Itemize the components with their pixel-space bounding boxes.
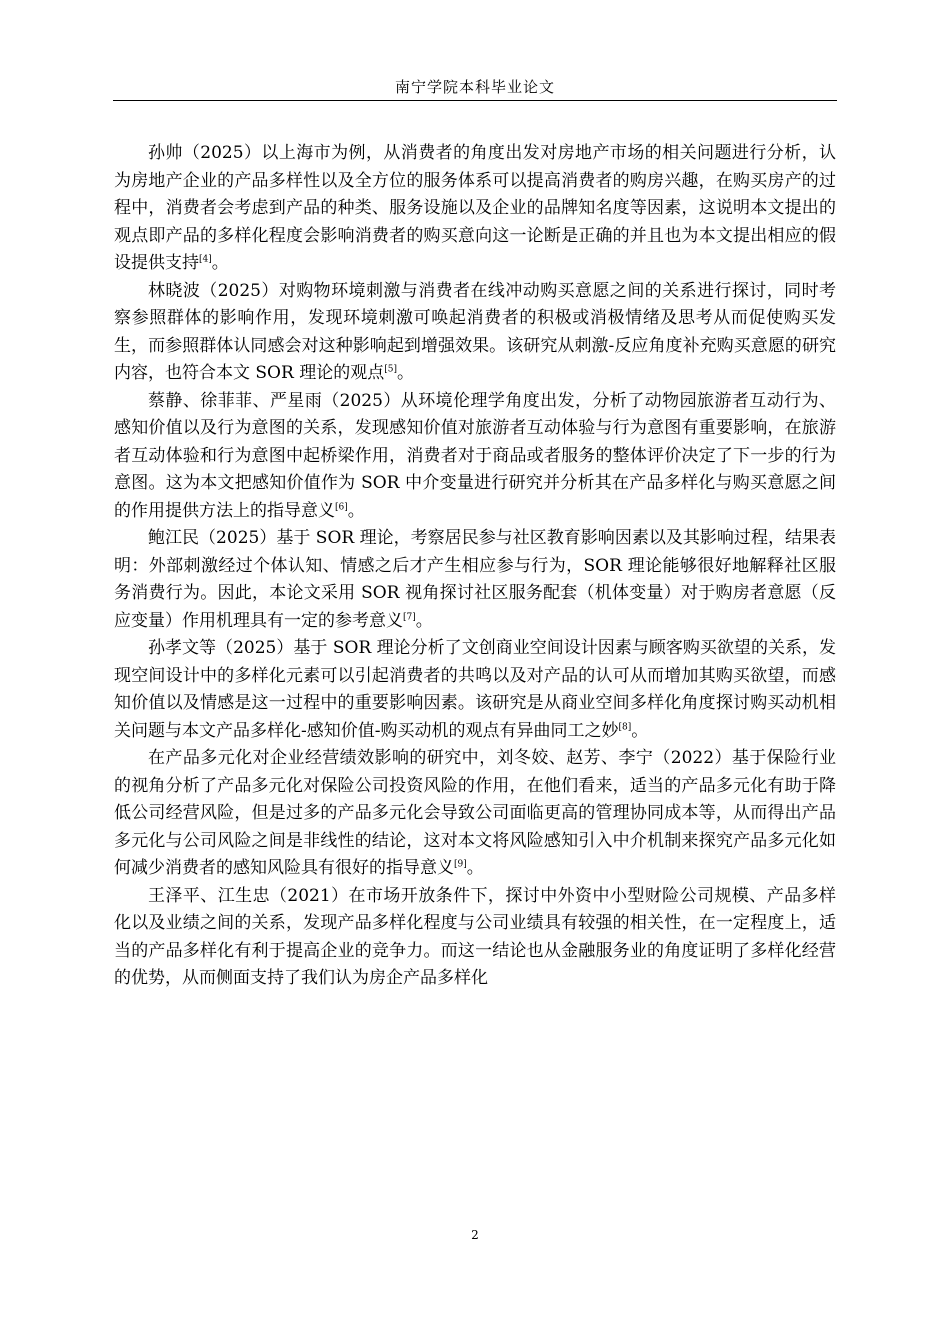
page-header (113, 79, 837, 101)
citation-ref: [6] (335, 501, 348, 512)
paragraph (114, 883, 836, 993)
paragraph-end: 。 (211, 253, 229, 273)
citation-ref: [8] (618, 721, 632, 732)
paragraph (114, 745, 836, 883)
citation-ref: [5] (384, 364, 397, 375)
paragraph (114, 278, 836, 388)
paragraph-end: 。 (466, 858, 484, 878)
paragraph-text: 鲍江民（2025）基于 SOR 理论，考察居民参与社区教育影响因素以及其影响过程，结果表明：外部刺激经过个体认知、情感之后才产生相应参与行为，SOR 理论能够很好地解释社区服务消费行为。因此，本论文采用 SOR 视角探讨社区服务配套（机体变量）对于购房者意愿（反应变量）作用机理具有一定的参考意义 (114, 528, 836, 631)
paragraph (114, 140, 836, 278)
document-body (114, 140, 836, 993)
citation-ref: [7] (403, 611, 416, 622)
paragraph-text: 王泽平、江生忠（2021）在市场开放条件下，探讨中外资中小型财险公司规模、产品多样化以及业绩之间的关系，发现产品多样化程度与公司业绩具有较强的相关性，在一定程度上，适当的产品多样化有利于提高企业的竞争力。而这一结论也从金融服务业的角度证明了多样化经营的优势，从而侧面支持了我们认为房企产品多样化 (114, 885, 836, 988)
paragraph-end: 。 (631, 720, 649, 741)
paragraph-text: 孙帅（2025）以上海市为例，从消费者的角度出发对房地产市场的相关问题进行分析，认为房地产企业的产品多样性以及全方位的服务体系可以提高消费者的购房兴趣，在购买房产的过程中，消费者会考虑到产品的种类、服务设施以及企业的品牌知名度等因素，这说明本文提出的观点即产品的多样化程度会影响消费者的购买意向这一论断是正确的并且也为本文提出相应的假设提供支持 (114, 143, 836, 273)
paragraph-text: 孙孝文等（2025）基于 SOR 理论分析了文创商业空间设计因素与顾客购买欲望的关系，发现空间设计中的多样化元素可以引起消费者的共鸣以及对产品的认可从而增加其购买欲望，而感知价值以及情感是这一过程中的重要影响因素。该研究是从商业空间多样化角度探讨购买动机相关问题与本文产品多样化-感知价值-购买动机的观点有异曲同工之妙 (114, 638, 836, 741)
citation-ref: [4] (199, 254, 212, 265)
paragraph (114, 635, 836, 745)
paragraph-end: 。 (415, 610, 433, 631)
paragraph-text: 林晓波（2025）对购物环境刺激与消费者在线冲动购买意愿之间的关系进行探讨，同时考察参照群体的影响作用，发现环境刺激可唤起消费者的积极或消极情绪及思考从而促使购买发生，而参照群体认同感会对这种影响起到增强效果。该研究从刺激-反应角度补充购买意愿的研究内容，也符合本文 SOR 理论的观点 (114, 280, 836, 383)
paragraph-text: 在产品多元化对企业经营绩效影响的研究中，刘冬姣、赵芳、李宁（2022）基于保险行业的视角分析了产品多元化对保险公司投资风险的作用，在他们看来，适当的产品多元化有助于降低公司经营风险，但是过多的产品多元化会导致公司面临更高的管理协同成本等，从而得出产品多元化与公司风险之间是非线性的结论，这对本文将风险感知引入中介机制来探究产品多元化如何减少消费者的感知风险具有很好的指导意义 (114, 748, 836, 878)
paragraph-end: 。 (347, 500, 365, 521)
citation-ref: [9] (454, 859, 467, 870)
paragraph (114, 525, 836, 635)
paragraph (114, 388, 836, 526)
header-title: 南宁学院本科毕业论文 (394, 78, 555, 96)
page-number: 2 (471, 1228, 479, 1242)
paragraph-end: 。 (396, 363, 414, 383)
paragraph-text: 蔡静、徐菲菲、严星雨（2025）从环境伦理学角度出发，分析了动物园旅游者互动行为、感知价值以及行为意图的关系，发现感知价值对旅游者互动体验与行为意图有重要影响，在旅游者互动体验和行为意图中起桥梁作用，消费者对于商品或者服务的整体评价决定了下一步的行为意图。这为本文把感知价值作为 SOR 中介变量进行研究并分析其在产品多样化与购买意愿之间的作用提供方法上的指导意义 (114, 390, 836, 521)
